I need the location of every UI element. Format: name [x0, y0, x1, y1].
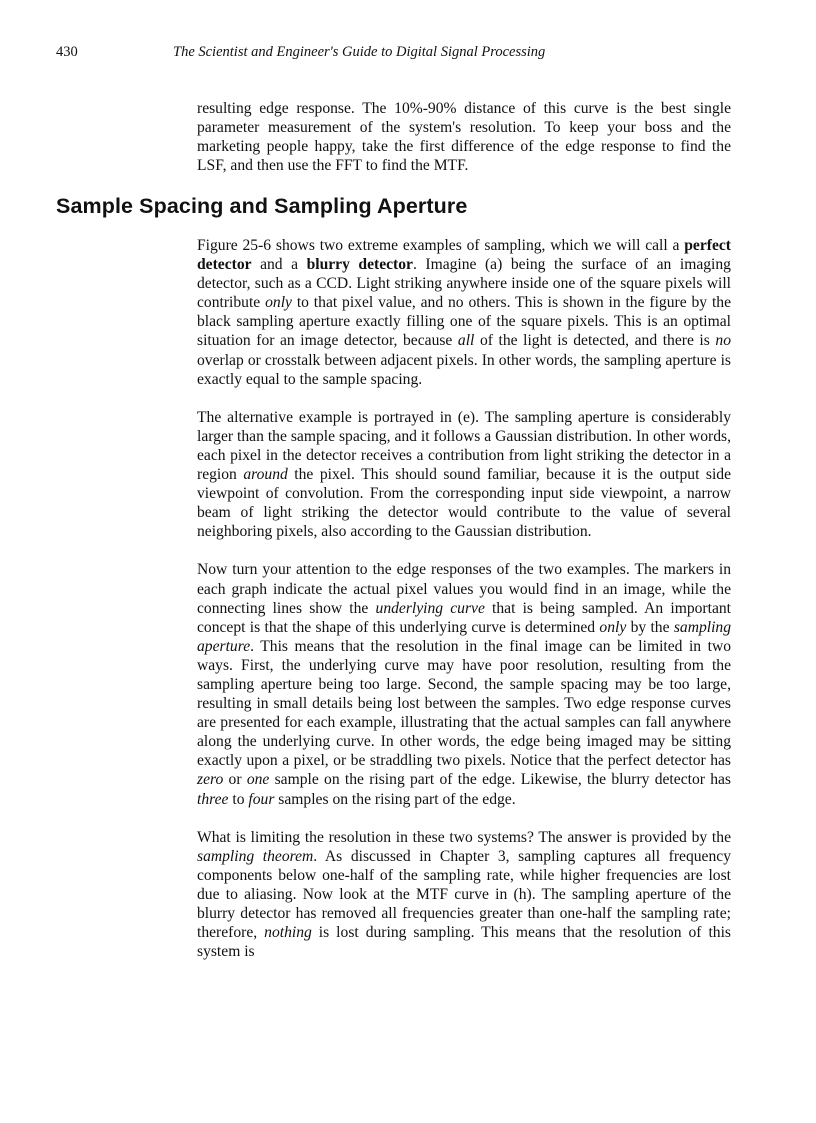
body-column	[197, 236, 731, 980]
term-blurry-detector: blurry detector	[306, 256, 413, 274]
paragraph-3: Now turn your attention to the edge responses of the two examples. The markers in each graph indicate the actual pixel values you would find in an image, while the connecting lines show the underlying curve that is being sampled. An important concept is that the shape of this underlying curve is determined only by the sampling aperture. This means that the resolution in the final image can be limited in two ways. First, the underlying curve may have poor resolution, resulting from the sampling aperture being too large. Second, the sample spacing may be too large, resulting in small details being lost between the samples. Two edge response curves are presented for each example, illustrating that the actual samples can fall anywhere along the underlying curve. In other words, the edge being imaged may be sitting exactly upon a pixel, or be straddling two pixels. Notice that the perfect detector has zero or one sample on the rising part of the edge. Likewise, the blurry detector has three to four samples on the rising part of the edge.	[197, 561, 732, 808]
paragraph-2: The alternative example is portrayed in (e). The sampling aperture is considerably larger than the sample spacing, and it follows a Gaussian distribution. In other words, each pixel in the detector receives a contribution from light striking the detector in a region around the pixel. This should sound familiar, because it is the output side viewpoint of convolution. From the corresponding input side viewpoint, a narrow beam of light striking the detector would contribute to the value of several neighboring pixels, also according to the Gaussian distribution.	[197, 408, 731, 541]
paragraph-4: What is limiting the resolution in these two systems? The answer is provided by the sampling theorem. As discussed in Chapter 3, sampling captures all frequency components below one-half of the sampling rate, while higher frequencies are lost due to aliasing. Now look at the MTF curve in (h). The sampling aperture of the blurry detector has removed all frequencies greater than one-half the sampling rate; therefore, nothing is lost during sampling. This means that the resolution of this system is	[197, 828, 731, 961]
running-title: The Scientist and Engineer's Guide to Digital Signal Processing	[173, 44, 546, 60]
section-heading: Sample Spacing and Sampling Aperture	[56, 194, 468, 218]
paragraph-1: Figure 25-6 shows two extreme examples of sampling, which we will call a perfect detector and a blurry detector. Imagine (a) being the surface of an imaging detector, such as a CCD. Light striking anywhere inside one of the square pixels will contribute only to that pixel value, and no others. This is shown in the figure by the black sampling aperture exactly filling one of the square pixels. This is an optimal situation for an image detector, because all of the light is detected, and there is no overlap or crosstalk between adjacent pixels. In other words, the sampling aperture is exactly equal to the sample spacing.	[197, 237, 731, 388]
term-perfect-detector: perfect detector	[197, 237, 731, 274]
intro-paragraph: resulting edge response. The 10%-90% distance of this curve is the best single parameter measurement of the system's resolution. To keep your boss and the marketing people happy, take the first difference of the edge response to find the LSF, and then use the FFT to find the MTF.	[197, 100, 731, 175]
page-number: 430	[56, 44, 78, 60]
intro-column	[197, 99, 731, 194]
page-header	[56, 44, 732, 64]
